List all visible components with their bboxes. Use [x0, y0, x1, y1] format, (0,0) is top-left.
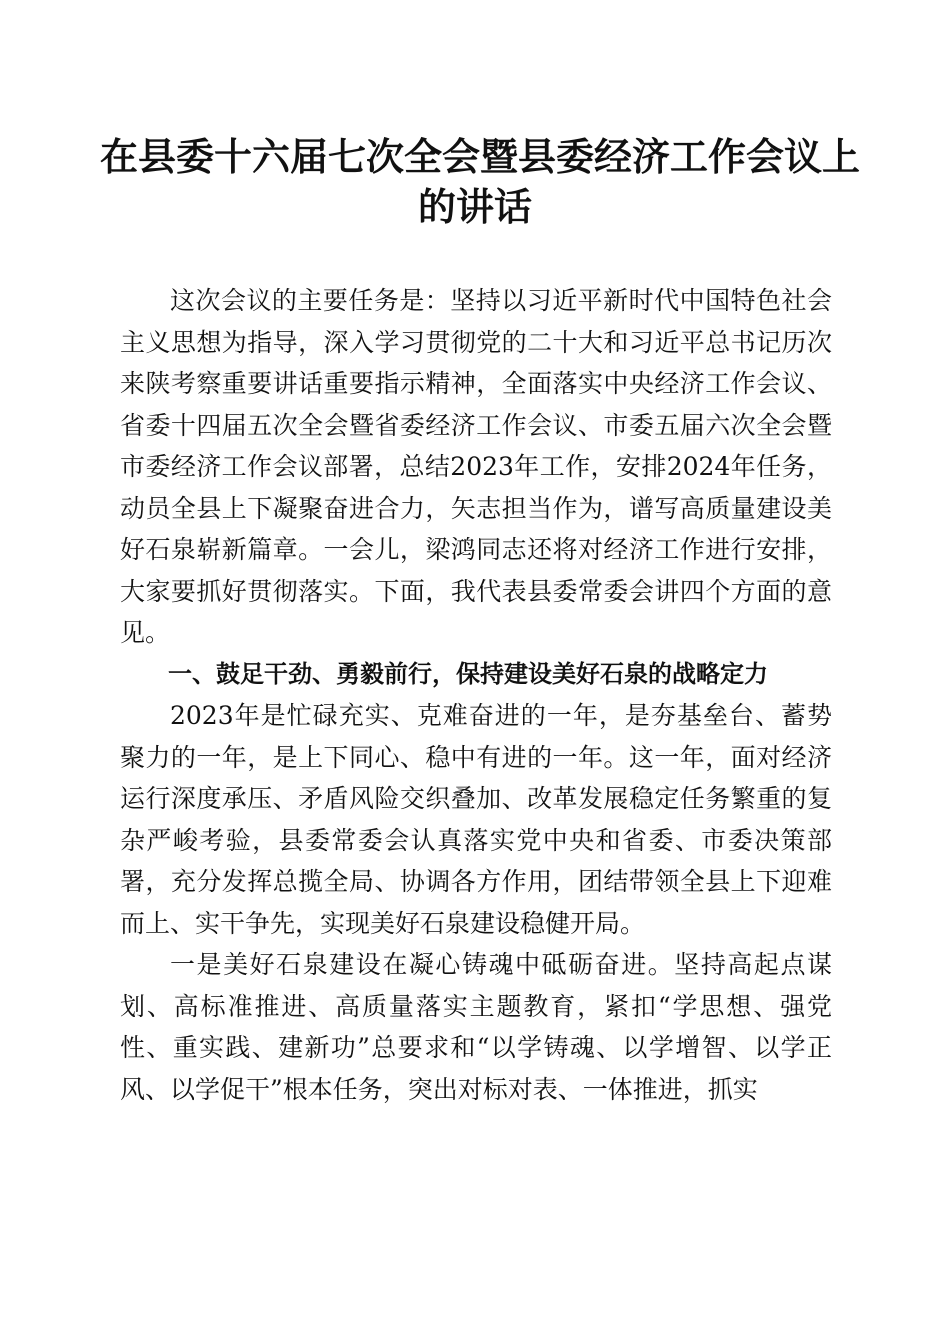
paragraph-intro: 这次会议的主要任务是：坚持以习近平新时代中国特色社会主义思想为指导，深入学习贯彻党的二十大和习近平总书记历次来陕考察重要讲话重要指示精神，全面落实中央经济工作会议、省委十四届五次全会暨省委经济工作会议、市委五届六次全会暨市委经济工作会议部署，总结2023年工作，安排2024年任务，动员全县上下凝聚奋进合力，矢志担当作为，谱写高质量建设美好石泉崭新篇章。一会儿，梁鸿同志还将对经济工作进行安排，大家要抓好贯彻落实。下面，我代表县委常委会讲四个方面的意见。 [120, 286, 832, 647]
point-one-body: 坚持高起点谋划、高标准推进、高质量落实主题教育，紧扣“学思想、强党性、重实践、建新功”总要求和“以学铸魂、以学增智、以学正风、以学促干”根本任务，突出对标对表、一体推进，抓实 [120, 950, 832, 1104]
title-line-2: 的讲话 [417, 184, 532, 229]
document-title [100, 132, 861, 232]
paragraph-point-one [120, 944, 832, 1110]
title-line-1: 在县委十六届七次全会暨县委经济工作会议上 [100, 134, 861, 179]
document-body [120, 280, 832, 1110]
point-one-lead: 一是美好石泉建设在凝心铸魂中砥砺奋进。 [170, 950, 675, 979]
paragraph-2023-review: 2023年是忙碌充实、克难奋进的一年，是夯基垒台、蓄势聚力的一年，是上下同心、稳中有进的一年。这一年，面对经济运行深度承压、矛盾风险交织叠加、改革发展稳定任务繁重的复杂严峻考验，县委常委会认真落实党中央和省委、市委决策部署，充分发挥总揽全局、协调各方作用，团结带领全县上下迎难而上、实干争先，实现美好石泉建设稳健开局。 [120, 701, 832, 938]
section-heading-1: 一、鼓足干劲、勇毅前行，保持建设美好石泉的战略定力 [168, 659, 768, 688]
